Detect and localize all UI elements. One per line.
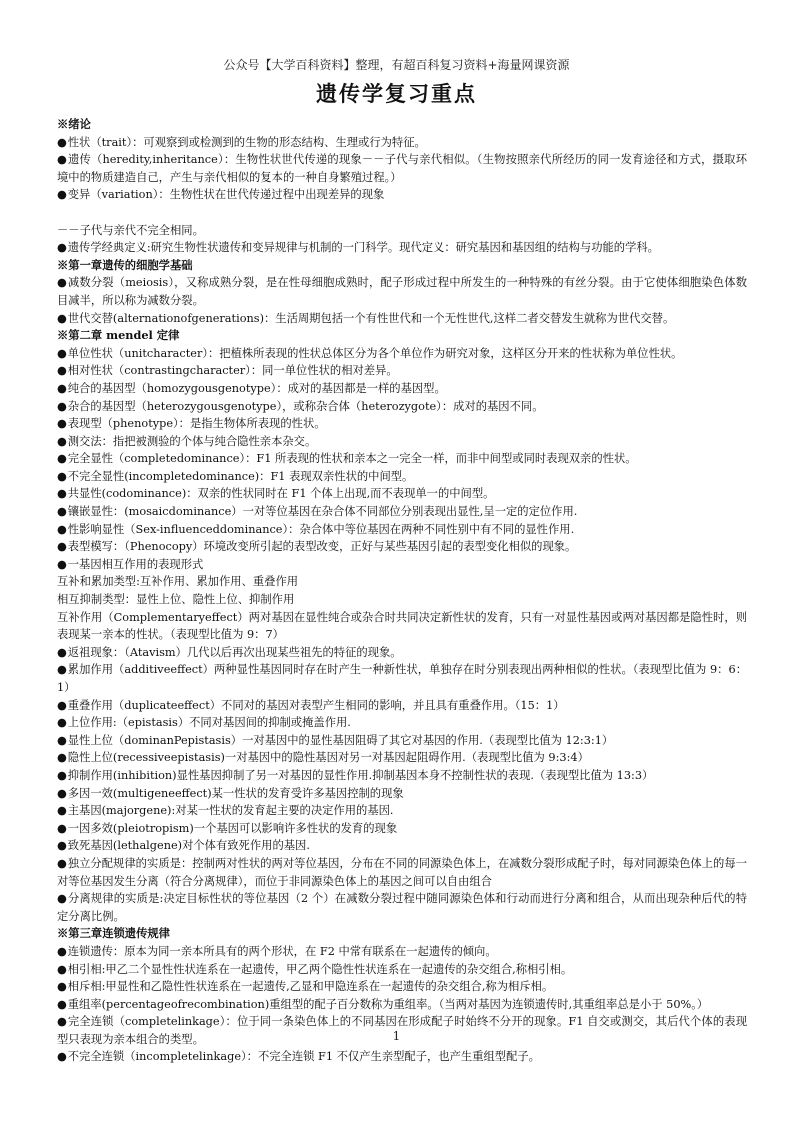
bullet-item (57, 380, 747, 398)
bullet-item (57, 820, 747, 838)
section-heading: ※第一章遗传的细胞学基础 (57, 257, 193, 272)
bullet-icon: ● (57, 452, 67, 466)
item-text: 纯合的基因型（homozygousgenotype）：成对的基因都是一样的基因型。 (67, 381, 446, 395)
item-text: 一因多效(pleiotropism)一个基因可以影响许多性状的发育的现象 (67, 821, 398, 835)
bullet-icon: ● (57, 381, 67, 395)
item-text: 表现型（phenotype）：是指生物体所表现的性状。 (67, 417, 326, 431)
bullet-icon: ● (57, 980, 67, 994)
item-text: 一基因相互作用的表现形式 (67, 557, 204, 571)
paragraph-line (57, 591, 747, 609)
bullet-item (57, 186, 747, 204)
bullet-item (57, 943, 747, 961)
item-text: 隐性上位(recessiveepistasis)一对基因中的隐性基因对另一对基因起阻碍作用.（表现型比值为 9:3:4） (67, 751, 589, 765)
blank-line (57, 204, 747, 222)
item-text: 杂合的基因型（heterozygousgenotype），或称杂合体（heterozygote）：成对的基因不同。 (67, 399, 544, 413)
bullet-icon: ● (57, 663, 67, 677)
bullet-item (57, 661, 747, 696)
bullet-item (57, 837, 747, 855)
bullet-item (57, 274, 747, 309)
bullet-icon: ● (57, 505, 67, 519)
header-note: 公众号【大学百科资料】整理，有超百科复习资料+海量网课资源 (223, 58, 570, 72)
bullet-icon: ● (57, 944, 67, 958)
bullet-icon: ● (57, 856, 67, 870)
bullet-icon: ● (57, 311, 67, 325)
bullet-icon: ● (57, 469, 67, 483)
bullet-icon: ● (57, 751, 67, 765)
bullet-icon: ● (57, 645, 67, 659)
item-text: 镶嵌显性：(mosaicdominance）一对等位基因在杂合体不同部位分别表现出显性,呈一定的定位作用. (67, 505, 578, 519)
bullet-icon: ● (57, 892, 67, 906)
paragraph-line (57, 609, 747, 644)
item-text: 完全连锁（completelinkage）：位于同一条染色体上的不同基因在形成配子时始终不分开的现象。F1 自交或测交，其后代个体的表现型只表现为亲本组合的类型。 (57, 1015, 747, 1046)
document-body (57, 116, 747, 1066)
bullet-item (57, 398, 747, 416)
bullet-item (57, 556, 747, 574)
bullet-icon: ● (57, 733, 67, 747)
bullet-icon: ● (57, 1015, 67, 1029)
bullet-item (57, 767, 747, 785)
item-text: 连锁遗传：原本为同一亲本所具有的两个形状，在 F2 中常有联系在一起遗传的倾向。 (67, 944, 497, 958)
bullet-icon: ● (57, 821, 67, 835)
bullet-icon: ● (57, 364, 67, 378)
item-text: 相对性状（contrastingcharacter）：同一单位性状的相对差异。 (67, 364, 398, 378)
item-text: 完全显性（completedominance）：F1 所表现的性状和亲本之一完全一样，而非中间型或同时表现双亲的性状。 (67, 452, 637, 466)
bullet-item (57, 644, 747, 662)
bullet-item (57, 855, 747, 890)
bullet-item (57, 485, 747, 503)
item-text: 互补和累加类型:互补作用、累加作用、重叠作用 (57, 575, 299, 589)
bullet-item (57, 310, 747, 328)
bullet-icon: ● (57, 997, 67, 1011)
bullet-icon: ● (57, 716, 67, 730)
item-text: 遗传（heredity,inheritance）：生物性状世代传递的现象－－子代与亲代相似。（生物按照亲代所经历的同一发育途径和方式，摄取环境中的物质建造自己，产生与亲代相似的复本的一种自身繁殖过程。） (57, 153, 747, 184)
bullet-item (57, 415, 747, 433)
item-text: 抑制作用(inhibition)显性基因抑制了另一对基因的显性作用.抑制基因本身不控制性状的表现.（表现型比值为 13:3） (67, 768, 654, 782)
item-text: 单位性状（unitcharacter）：把植株所表现的性状总体区分为各个单位作为研究对象，这样区分开来的性状称为单位性状。 (67, 346, 683, 360)
item-text: 独立分配规律的实质是：控制两对性状的两对等位基因，分布在不同的同源染色体上，在减数分裂形成配子时，每对同源染色体上的每一对等位基因发生分离（符合分离规律），而位于非同源染色体上的基因之间可以自由组合 (57, 856, 747, 888)
item-text: 测交法：指把被测验的个体与纯合隐性亲本杂交。 (67, 434, 317, 448)
bullet-item (57, 697, 747, 715)
bullet-item (57, 538, 747, 556)
item-text: 分离规律的实质是:决定目标性状的等位基因（2 个）在减数分裂过程中随同源染色体和行动而进行分离和组合，从而出现杂种后代的特定分离比例。 (57, 892, 747, 923)
item-text: 减数分裂（meiosis），又称成熟分裂，是在性母细胞成熟时，配子形成过程中所发生的一种特殊的有丝分裂。由于它使体细胞染色体数目减半，所以称为减数分裂。 (57, 276, 747, 307)
item-text: 性状（trait）：可观察到或检测到的生物的形态结构、生理或行为特征。 (67, 135, 426, 149)
item-text: 致死基因(lethalgene)对个体有致死作用的基因. (67, 839, 310, 853)
bullet-item (57, 890, 747, 925)
bullet-icon: ● (57, 188, 67, 202)
item-text: 重叠作用（duplicateeffect）不同对的基因对表型产生相同的影响，并且具有重叠作用。（15：1） (67, 698, 565, 712)
bullet-item (57, 239, 747, 257)
bullet-item (57, 802, 747, 820)
item-text: 世代交替(alternationofgenerations)：生活周期包括一个有性世代和一个无性世代,这样二者交替发生就称为世代交替。 (67, 311, 675, 325)
bullet-item (57, 714, 747, 732)
bullet-icon: ● (57, 540, 67, 554)
bullet-icon: ● (57, 487, 67, 501)
bullet-icon: ● (57, 804, 67, 818)
item-text: 相互抑制类型：显性上位、隐性上位、抑制作用 (57, 593, 295, 607)
bullet-icon: ● (57, 399, 67, 413)
bullet-icon: ● (57, 241, 67, 255)
item-text: 不完全显性(incompletedominance)：F1 表现双亲性状的中间型。 (67, 469, 414, 483)
document-title: 遗传学复习重点 (316, 81, 477, 106)
bullet-item (57, 450, 747, 468)
bullet-item (57, 134, 747, 152)
page-number: 1 (392, 1029, 401, 1043)
bullet-icon: ● (57, 135, 67, 149)
paragraph-line (57, 573, 747, 591)
item-text: 互补作用（Complementaryeffect）两对基因在显性纯合或杂合时共同决定新性状的发育，只有一对显性基因或两对基因都是隐性时，则表现某一亲本的性状。（表现型比值为 9：7） (57, 610, 747, 642)
item-text: 主基因(majorgene):对某一性状的发育起主要的决定作用的基因. (67, 804, 394, 818)
bullet-item (57, 345, 747, 363)
item-text: 重组率(percentageofrecombination)重组型的配子百分数称为重组率。（当两对基因为连锁遗传时,其重组率总是小于 50%。） (67, 997, 709, 1011)
item-text: 返祖现象：（Atavism）几代以后再次出现某些祖先的特征的现象。 (67, 645, 402, 659)
bullet-icon: ● (57, 698, 67, 712)
bullet-item (57, 468, 747, 486)
bullet-item (57, 978, 747, 996)
bullet-icon: ● (57, 346, 67, 360)
bullet-item (57, 151, 747, 186)
item-text: 性影响显性（Sex-influenceddominance）：杂合体中等位基因在两种不同性别中有不同的显性作用. (67, 522, 575, 536)
bullet-item (57, 503, 747, 521)
bullet-icon: ● (57, 962, 67, 976)
bullet-item (57, 362, 747, 380)
bullet-item (57, 1048, 747, 1066)
paragraph-line (57, 222, 747, 240)
section-heading: ※第三章连锁遗传规律 (57, 926, 170, 941)
bullet-icon: ● (57, 417, 67, 431)
item-text: 表型模写：（Phenocopy）环境改变所引起的表型改变，正好与某些基因引起的表型变化相似的现象。 (67, 540, 577, 554)
item-text: 显性上位（dominanPepistasis）一对基因中的显性基因阻碍了其它对基因的作用.（表现型比值为 12:3:1） (67, 733, 614, 747)
bullet-icon: ● (57, 434, 67, 448)
bullet-item (57, 961, 747, 979)
item-text: 遗传学经典定义:研究生物性状遗传和变异规律与机制的一门科学。现代定义：研究基因和基因组的结构与功能的学科。 (67, 241, 659, 255)
bullet-icon: ● (57, 839, 67, 853)
item-text: 变异（variation）：生物性状在世代传递过程中出现差异的现象 (67, 188, 385, 202)
bullet-item (57, 732, 747, 750)
item-text: 不完全连锁（incompletelinkage）：不完全连锁 F1 不仅产生亲型配子，也产生重组型配子。 (67, 1050, 540, 1064)
section-heading: ※第二章 mendel 定律 (57, 328, 180, 343)
bullet-icon: ● (57, 522, 67, 536)
bullet-icon: ● (57, 557, 67, 571)
bullet-icon: ● (57, 768, 67, 782)
item-text: 相引相:甲乙二个显性性状连系在一起遗传，甲乙两个隐性性状连系在一起遗传的杂交组合,称相引相。 (67, 962, 573, 976)
item-text: 累加作用（additiveeffect）两种显性基因同时存在时产生一种新性状，单独存在时分别表现出两种相似的性状。（表现型比值为 9：6：1） (57, 663, 747, 694)
bullet-item (57, 785, 747, 803)
bullet-item (57, 521, 747, 539)
bullet-item (57, 749, 747, 767)
item-text: 多因一效(multigeneeffect)某一性状的发育受许多基因控制的现象 (67, 786, 404, 800)
item-text: 上位作用:（epistasis）不同对基因间的抑制或掩盖作用. (67, 716, 351, 730)
bullet-icon: ● (57, 786, 67, 800)
bullet-icon: ● (57, 276, 67, 290)
bullet-icon: ● (57, 153, 67, 167)
section-heading: ※绪论 (57, 117, 91, 131)
item-text: －－子代与亲代不完全相同。 (57, 223, 204, 237)
bullet-item (57, 433, 747, 451)
item-text: 相斥相:甲显性和乙隐性性状连系在一起遗传,乙显和甲隐连系在一起遗传的杂交组合,称为相斥相。 (67, 980, 554, 994)
bullet-item (57, 996, 747, 1014)
item-text: 共显性(codominance)：双亲的性状同时在 F1 个体上出现,而不表现单一的中间型。 (67, 487, 495, 501)
bullet-icon: ● (57, 1050, 67, 1064)
